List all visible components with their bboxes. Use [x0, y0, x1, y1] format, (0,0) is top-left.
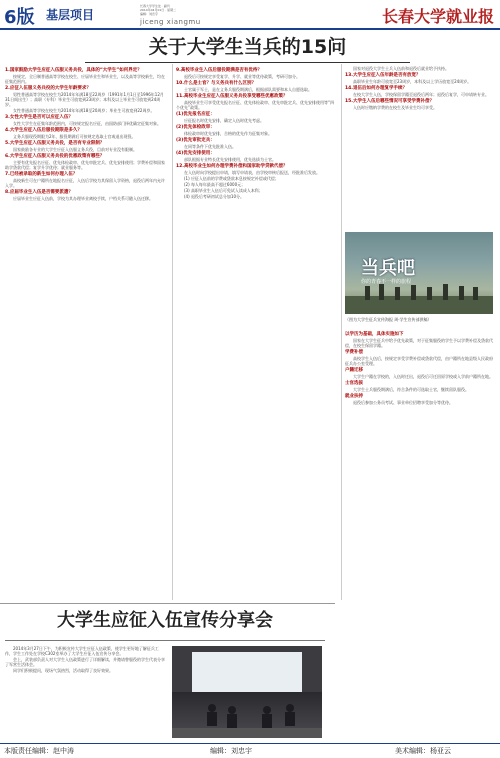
article-paragraph: 女性普通高等学校在校生为2014年年满18至20周岁；毕业生可放宽到22周岁。	[13, 108, 155, 113]
article-subheading: 6.大学生应征入伍服义务兵役的优惠政策有哪些？	[5, 154, 105, 159]
article-paragraph: 入伍时应缴纳学费的在校生及毕业生均可享受。	[353, 105, 437, 110]
article-paragraph: 义务兵服现役期限为2年，服役期满后可按规定选取士官或退出现役。	[13, 134, 136, 139]
footer-editor-chief: 本版责任编辑：赵中涛	[4, 747, 74, 755]
header-meta	[140, 4, 220, 16]
article-paragraph: 大学生户籍在学校的，入伍时迁出，退役后可迁回原学校或入学前户籍所在地。	[353, 374, 493, 379]
article-paragraph: 国家在大学生征兵中给予优先政策，对于征集服役的学生予以学费补偿及贷款代偿，在校生保留学籍。	[345, 338, 493, 348]
article-column-2	[176, 66, 338, 600]
article-subheading: 14.退伍后如何办理复学手续？	[345, 86, 407, 91]
article-paragraph: (4) 退役后考研初试总分加10分。	[184, 194, 245, 199]
article-subheading: (2)优先体检政审：	[176, 125, 215, 130]
article-subheading: (4)优先安排使用：	[176, 151, 215, 156]
article-subheading: 8.应届毕业生入伍是否需要派遣？	[5, 190, 73, 195]
article-subheading: 1.国家鼓励大学生应征入伍服义务兵役，具体的“大学生”如何界定？	[5, 68, 142, 73]
footer-art-editor: 美术编辑：杨亚云	[395, 747, 451, 755]
photo-caption: （图为大学生征兵宣传海报 周·学生宣传部供稿）	[345, 317, 432, 322]
article-column-3-continued	[345, 330, 495, 735]
article-paragraph: 在入伍时向学校提出申请，填写申请表，由学校审核后报送，经批准后发放。	[184, 170, 320, 175]
section2-body	[5, 646, 165, 738]
section2-rule	[5, 640, 325, 641]
page-number-badge: 6版	[4, 7, 35, 28]
page-header	[0, 0, 500, 28]
article-paragraph: 女性大学生在征集年龄范围内，可按规定报名应征，由国防部门择优确定征集对象。	[13, 121, 161, 126]
article-paragraph: 同学们积极提问，现场气氛热烈，活动取得了良好效果。	[13, 668, 113, 673]
header-rule	[0, 28, 500, 30]
article-paragraph: 大学生士兵服役期满后，符合条件的可选取士官，继续留队服役。	[353, 387, 469, 392]
article-paragraph: 高职毕业生年龄可放宽至23周岁，本科及以上学历放宽至24周岁。	[353, 79, 472, 84]
column-title: 基层项目	[46, 8, 95, 22]
article-subheading: 7.已经被录取的新生如何办理入伍？	[5, 172, 78, 177]
main-headline: 关于大学生当兵的15问	[85, 32, 410, 63]
article-paragraph: 应征报名时优先安排，确定入伍时优先考虑。	[184, 118, 264, 123]
article-paragraph: 退役后可按规定享受复学、升学、就业等优待政策，考研可加分。	[184, 74, 300, 79]
article-subheading: 士官选拔	[345, 381, 363, 386]
article-subheading: (1)优先报名应征：	[176, 112, 215, 117]
article-paragraph: 应届毕业生应征入伍前，学校为其办理毕业离校手续，户档关系可随入伍迁移。	[13, 196, 153, 201]
article-paragraph: 高校毕业生可享受优先报名应征、优先体检政审、优先审批定兵、优先安排使用等“四个优先”政策。	[176, 100, 335, 110]
column-divider	[341, 64, 342, 600]
article-subheading: 10.什么是士官？与义务兵有什么区别？	[176, 81, 256, 86]
newspaper-masthead: 长春大学就业报	[381, 7, 494, 26]
section2-headline: 大学生应征入伍宣传分享会	[57, 610, 273, 631]
column-pinyin: jiceng xiangmu	[140, 18, 201, 26]
article-paragraph: 士官属于军士，是在义务兵服役期满后，根据部队需要和本人自愿选取。	[184, 87, 312, 92]
article-paragraph: 国家对退役大学生士兵入伍前和退役后就业给予扶持。	[353, 66, 449, 71]
poster-slogan: 当兵吧	[361, 258, 415, 279]
article-paragraph: 体检政审时优先安排，合格的优先作为征集对象。	[184, 131, 272, 136]
article-column-1	[5, 66, 167, 600]
article-subheading: 户籍迁移	[345, 368, 363, 373]
article-paragraph: (3) 高职毕业生入伍后可免试入读成人本科；	[184, 188, 263, 193]
audience-silhouette	[172, 646, 322, 738]
article-subheading: 3.女性大学生是否可以应征入伍？	[5, 115, 73, 120]
header-meta-line: 2014年04月01日 · 星期二	[140, 8, 177, 12]
column-divider	[172, 64, 173, 600]
article-paragraph: 部队根据专业特长优先安排使用，优先选拔为士官。	[184, 157, 276, 162]
poster-subtitle: 你的青春不一样的旅程	[361, 279, 412, 285]
article-paragraph: 退役后参加公务员考试、事业单位招聘享受加分等优待。	[353, 400, 453, 405]
article-paragraph: (2) 每人每年最高不超过6000元；	[184, 182, 246, 187]
footer-editor: 编辑：刘忠宇	[210, 747, 252, 755]
article-paragraph: 在同等条件下优先批准入伍。	[184, 144, 236, 149]
article-subheading: 以学历为基础，具体实施如下	[345, 332, 404, 337]
page-footer	[0, 743, 500, 758]
article-subheading: 11.高校毕业生应征入伍服义务兵役享受哪些优惠政策？	[176, 94, 288, 99]
event-photo	[172, 646, 322, 738]
article-subheading: 就业扶持	[345, 394, 363, 399]
article-paragraph: 男性普通高等学校在校生为2014年年满18至22周岁（1991年1月1日至1996年12月31日间出生）；高职（专科）毕业生可放宽到23周岁；本科及以上毕业生可放宽到24周岁。	[5, 92, 164, 107]
article-paragraph: 在校大学生入伍，学校保留学籍至退役后两年；退役后复学，可申请转专业。	[353, 92, 489, 97]
recruitment-poster-photo	[345, 232, 493, 314]
article-subheading: 9.高校毕业生入伍后服役期满是否有优待？	[176, 68, 262, 73]
section-divider	[0, 603, 335, 604]
article-paragraph: 按规定，全日制普通高等学校在校生、应届毕业生和毕业生，以及高等学校新生，均在征集范围内。	[5, 74, 165, 84]
header-meta-line: 长春大学学生处 · 副刊	[140, 4, 170, 8]
article-paragraph: 主要有优先报名应征、优先体检政审、优先审批定兵、优先安排使用；学费补偿和国家助学贷款代偿；复学升学优待；就业服务等。	[5, 160, 165, 170]
article-column-3	[345, 66, 495, 229]
article-subheading: 15.大学生入伍后哪些情况可享受学费补偿？	[345, 99, 434, 104]
article-subheading: 13.大学生应征入伍年龄是否有放宽？	[345, 73, 421, 78]
article-paragraph: 2014年3月27日下午，为积极宣传大学生应征入伍政策，使学生更好地了解征兵工作，学生工作处在学校C302室举办了大学生应征入伍宣传分享会。	[5, 646, 159, 656]
article-subheading: 2.应征入伍服义务兵役的大学生年龄要求？	[5, 86, 91, 91]
article-paragraph: (1) 应征入伍前的学费或贷款本息按规定补偿或代偿；	[184, 176, 279, 181]
article-subheading: (3)优先审批定兵：	[176, 138, 215, 143]
article-subheading: 12.高校毕业生如何办理学费补偿和国家助学贷款代偿？	[176, 164, 288, 169]
article-paragraph: 国家鼓励各专业的大学生应征入伍服义务兵役，目前对专业没有限制。	[13, 147, 137, 152]
article-subheading: 5.大学生应征入伍服义务兵役，是否有专业限制？	[5, 141, 105, 146]
article-subheading: 学费补偿	[345, 350, 363, 355]
article-paragraph: 高校学生入伍后，按规定享受学费补偿或贷款代偿，由户籍所在地县级人民政府征兵办公室受理。	[345, 356, 493, 366]
header-meta-line: 编辑：刘忠宇	[140, 12, 159, 16]
article-paragraph: 会上，武装部负责人对大学生入伍政策进行了详细解读，并邀请曾服役的学生代表分享了军营生活体会。	[5, 657, 165, 667]
article-subheading: 4.大学生应征入伍后服役期限是多久？	[5, 128, 82, 133]
article-paragraph: 高校新生可在户籍所在地报名应征，入伍后学校为其保留入学资格，退役后两年内允许入学。	[5, 178, 165, 188]
